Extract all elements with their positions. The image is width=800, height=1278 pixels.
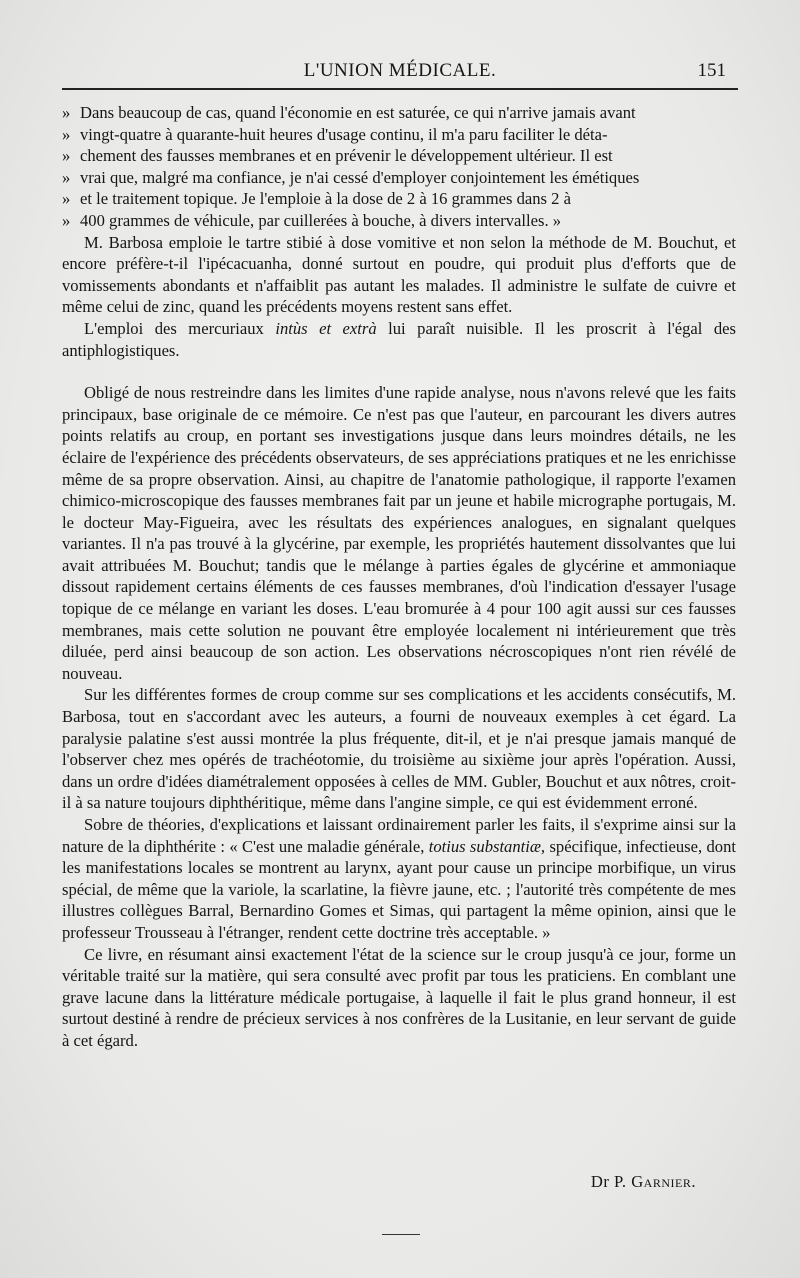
quote-mark: » (62, 124, 71, 144)
quote-line (62, 210, 736, 232)
quote-line (62, 145, 736, 167)
quote-line (62, 188, 736, 210)
quote-mark: » (62, 210, 71, 230)
paragraph-mercuriaux (62, 318, 736, 361)
end-rule (382, 1234, 420, 1235)
quote-mark: » (62, 103, 71, 122)
signature-name: P. Garnier. (614, 1172, 696, 1191)
quote-line-text: et le traitement topique. Je l'emploie à la dose de 2 à 16 grammes dans 2 à (80, 189, 571, 209)
paragraph-formes-croup: Sur les différentes formes de croup comme sur ses complications et les accidents consécutifs, M. Barbosa, tout en s'accordant avec les auteurs, a fourni de nouveaux exemples à cet égard. La paralysie palatine s'est aussi montrée la plus fréquente, dit-il, et je n'ai presque jamais manqué de l'observer chez mes opérés de trachéotomie, du troisième au sixième jour après l'opération. Aussi, dans un ordre d'idées diamétralement opposées à celles de MM. Gubler, Bouchut et aux nôtres, croit-il à sa nature toujours diphthéritique, même dans l'angine simple, ce qui est évidemment erroné. (62, 685, 736, 813)
paragraph-tartre-stibie: M. Barbosa emploie le tartre stibié à dose vomitive et non selon la méthode de M. Bouchut, et encore préfère-t-il l'ipécacuanha, donné surtout en poudre, qui produit plus d'efforts que de vomissements abondants et n'affaiblit pas autant les malades. Il administre le sulfate de cuivre et même celui de zinc, quand les précédents moyens restent sans effet. (62, 232, 736, 317)
paragraph-conclusion: Ce livre, en résumant ainsi exactement l'état de la science sur le croup jusqu'à ce jour, forme un véritable traité sur la matière, qui sera consulté avec profit par tous les praticiens. En comblant une grave lacune dans la littérature médicale portugaise, à laquelle il fait le plus grand honneur, il est surtout destiné à rendre de précieux services à nos confrères de la Lusitanie, en leur servant de guide à cet égard. (62, 944, 736, 1050)
author-signature (591, 1172, 696, 1192)
paragraph-analyse: Obligé de nous restreindre dans les limites d'une rapide analyse, nous n'avons relevé que les faits principaux, base originale de ce mémoire. Ce n'est pas que l'auteur, en parcourant les divers autres points relatifs au croup, en portant ses investigations jusque dans leurs moindres détails, ne les éclaire de l'expérience des précédents observateurs, de ses appréciations pratiques et ne les enrichisse même de sa propre observation. Ainsi, au chapitre de l'anatomie pathologique, il rapporte l'examen chimico-microscopique des fausses membranes fait par un jeune et habile micrographe portugais, M. le docteur May-Figueira, avec les résultats des expériences analogues, en signalant quelques variantes. Il n'a pas trouvé à la glycérine, par exemple, les propriétés hautement dissolvantes que lui avait attribuées M. Bouchut; tandis que le mélange à parties égales de glycérine et ammoniaque dissout rapidement certains éléments de ces fausses membranes, d'où l'indication d'essayer l'usage topique de ce mélange en variant les doses. L'eau bromurée à 4 pour 100 agit aussi sur ces fausses membranes, mais cette solution ne pouvant être employée localement ni intérieurement que très diluée, perd ainsi beaucoup de son action. Les observations nécroscopiques n'ont rien révélé de nouveau. (62, 383, 736, 683)
paragraph-diphtherite (62, 814, 736, 944)
quote-mark: » (62, 167, 71, 187)
quote-line (62, 102, 736, 124)
paragraph-text: spécifique, infectieuse, dont les manifestations locales se montrent au larynx, ayant pour cause un principe morbifique, un virus spécial, de même que la variole, la scarlatine, la fièvre jaune, etc. ; l'autorité très compétente de mes illustres collègues Barral, Bernardino Gomes et Simas, qui partagent la même opinion, ainsi que le professeur Trousseau à l'étranger, rendent cette doctrine très acceptable. » (62, 836, 736, 942)
running-head: L'UNION MÉDICALE. (303, 60, 497, 81)
signature-title: Dr (590, 1172, 610, 1191)
latin-phrase: intùs et extrà (275, 318, 377, 338)
header-rule (62, 88, 738, 90)
paragraph-text: lui paraît nuisible. Il les proscrit à l'égal des antiphlogistiques. (62, 318, 736, 360)
article-body (62, 102, 736, 1052)
quote-line-text: 400 grammes de véhicule, par cuillerées à bouche, à divers intervalles. » (80, 210, 562, 230)
paragraph-text: L'emploi des mercuriaux (84, 318, 276, 338)
page-header (62, 58, 738, 90)
quote-line-text: vingt-quatre à quarante-huit heures d'usage continu, il m'a paru faciliter le déta- (80, 124, 608, 144)
quote-mark: » (62, 146, 71, 166)
quote-line (62, 167, 736, 189)
quote-mark: » (62, 189, 71, 209)
quote-line (62, 124, 736, 146)
quote-line-text: Dans beaucoup de cas, quand l'économie en est saturée, ce qui n'arrive jamais avant (80, 103, 636, 122)
quote-line-text: chement des fausses membranes et en prévenir le développement ultérieur. Il est (80, 146, 613, 166)
page-number: 151 (697, 60, 726, 81)
quote-line-text: vrai que, malgré ma confiance, je n'ai cessé d'employer conjointement les émétiques (80, 167, 640, 187)
latin-phrase: totius substantiæ, (428, 836, 546, 856)
quoted-passage (62, 102, 736, 232)
paragraph-text: Sobre de théories, d'explications et laissant ordinairement parler les faits, il s'exprime ainsi sur la nature de la diphthérite : « C'est une maladie générale, (62, 815, 736, 856)
